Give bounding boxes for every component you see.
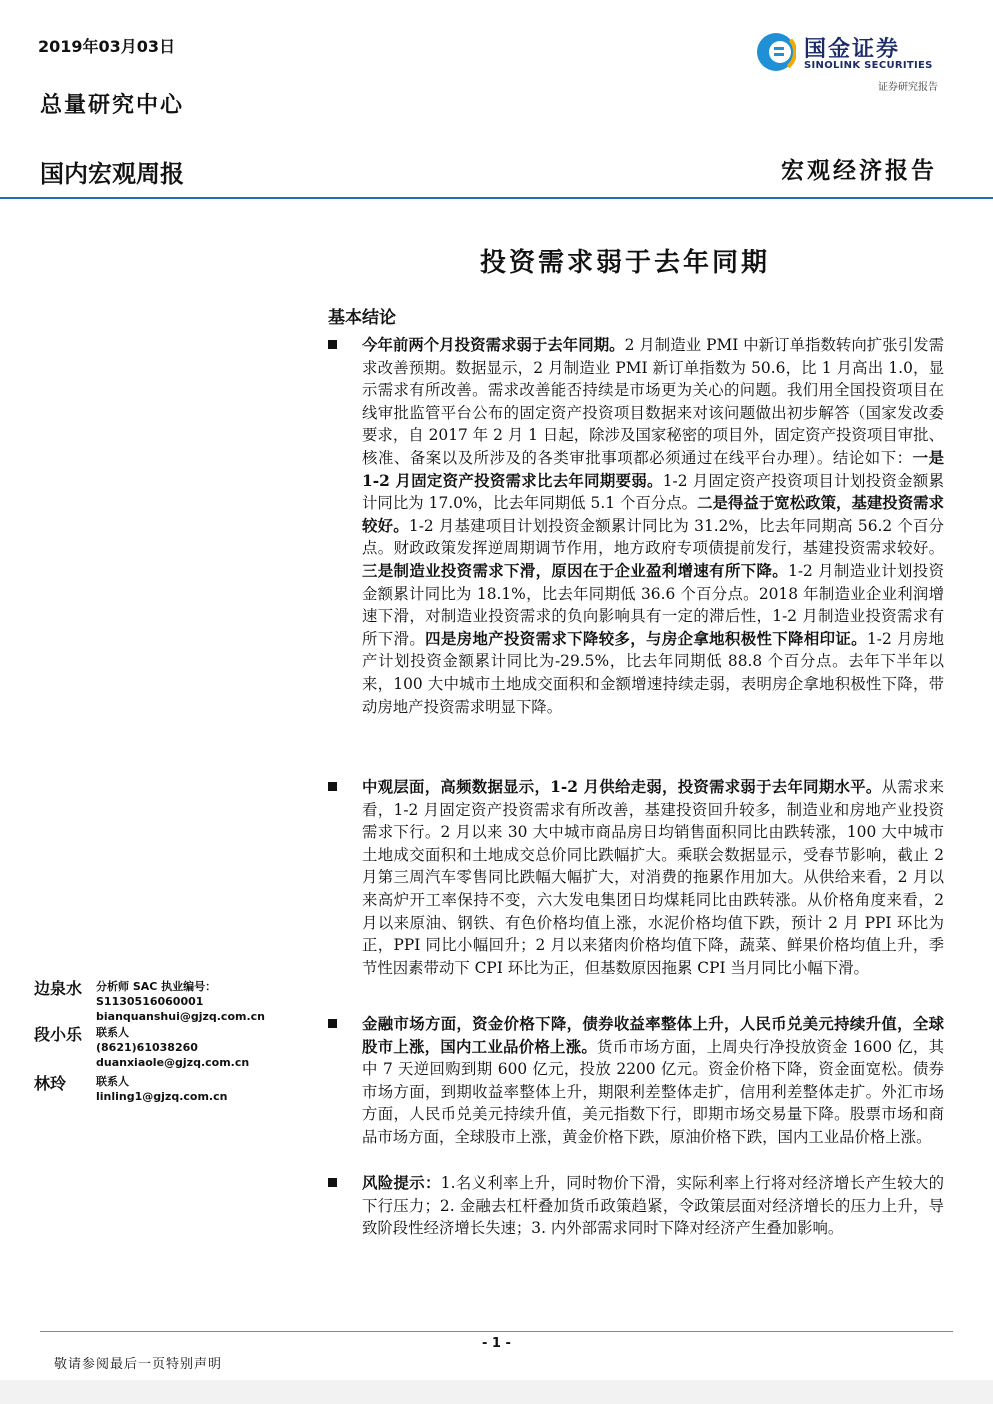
bullet-lead: 风险提示： xyxy=(362,1174,441,1192)
analyst-entry xyxy=(34,976,314,1023)
report-type: 宏观经济报告 xyxy=(781,157,937,184)
bullet-lead: 今年前两个月投资需求弱于去年同期。 xyxy=(362,336,625,354)
bullet-icon xyxy=(328,1178,337,1187)
analyst-cert: 分析师 SAC 执业编号：S1130516060001 xyxy=(96,980,217,1008)
report-date: 2019年03月03日 xyxy=(38,37,176,56)
report-headline: 投资需求弱于去年同期 xyxy=(480,248,771,278)
bullet-paragraph xyxy=(362,334,944,718)
header-divider xyxy=(0,197,993,199)
analyst-role: 联系人 xyxy=(96,1075,129,1088)
analyst-entry xyxy=(34,1071,314,1111)
logo-subtitle: 证券研究报告 xyxy=(878,82,938,93)
text-segment: 1-2 月固定资产投资项目计划投资金额累计同比为 17.0%，比去年同期低 5.1 个百分点。 xyxy=(362,471,944,513)
report-series-title: 国内宏观周报 xyxy=(40,160,184,188)
text-segment-bold: 二是得益于宽松政策，基建投资需求较好。 xyxy=(362,494,944,535)
sinolink-logo-icon xyxy=(756,32,796,72)
bullet-lead: 金融市场方面，资金价格下降，债券收益率整体上升，人民币兑美元持续升值，全球股市上涨，国内工业品价格上涨。 xyxy=(362,1015,944,1056)
bullet-paragraph xyxy=(362,1172,944,1240)
analyst-role: 联系人 xyxy=(96,1026,129,1039)
text-segment-bold: 三是制造业投资需求下滑，原因在于企业盈利增速有所下降。 xyxy=(362,561,789,580)
logo-name-en: SINOLINK SECURITIES xyxy=(804,60,933,71)
company-logo xyxy=(756,30,946,92)
bullet-icon xyxy=(328,340,337,349)
text-segment: 2 月制造业 PMI 中新订单指数转向扩张引发需求改善预期。数据显示，2 月制造业 PMI 新订单指数为 50.6，比 1 月高出 1.0，显示需求有所改善。需求改善能否持续是市场更为关心的问题。我们用全国投资项目在线审批监管平台公布的固定资产投资项目数据来对该问题做出初步解答（国家发改委要求，自 2017 年 2 月 1 日起，除涉及国家秘密的项目外，固定资产投资项目审批、核准、备案以及所涉及的各类审批事项都必须通过在线平台办理）。结论如下： xyxy=(362,336,944,467)
text-segment: 1-2 月基建项目计划投资金额累计同比为 31.2%，比去年同期高 56.2 个百分点。财政政策发挥逆周期调节作用，地方政府专项债提前发行，基建投资需求较好。 xyxy=(362,516,944,558)
logo-name-cn: 国金证券 xyxy=(804,37,901,62)
bullet-paragraph xyxy=(362,776,944,979)
section-title: 基本结论 xyxy=(328,308,396,328)
page-number: - 1 - xyxy=(482,1336,511,1351)
analyst-entry xyxy=(34,1022,314,1072)
bullet-block xyxy=(328,1172,944,1240)
text-segment: 从需求来看，1-2 月固定资产投资需求有所改善，基建投资回升较多，制造业和房地产业投资需求下行。2 月以来 30 大中城市商品房日均销售面积同比由跌转涨，100 大中城市土地成交面积和土地成交总价同比跌幅扩大。乘联会数据显示，受春节影响，截止 2 月第三周汽车零售同比跌幅大幅扩大，对消费的拖累作用加大。从供给来看，2 月以来高炉开工率保持不变，六大发电集团日均煤耗同比由跌转涨。从价格角度来看，2 月以来原油、钢铁、有色价格均值上涨，水泥价格均值下跌，预计 2 月 PPI 环比为正，PPI 同比小幅回升；2 月以来猪肉价格均值下降，蔬菜、鲜果价格均值上升，季节性因素带动下 CPI 环比为正，但基数原因拖累 CPI 当月同比小幅下滑。 xyxy=(362,778,944,977)
analyst-info xyxy=(96,1025,249,1070)
research-center: 总量研究中心 xyxy=(40,92,185,118)
analyst-name: 段小乐 xyxy=(34,1025,83,1044)
analyst-email[interactable]: linling1@gjzq.com.cn xyxy=(96,1090,228,1103)
page-bottom-band xyxy=(0,1380,993,1404)
text-segment: 1.名义利率上升，同时物价下滑，实际利率上行将对经济增长产生较大的下行压力；2. 金融去杠杆叠加货币政策趋紧，令政策层面对经济增长的压力上升，导致阶段性经济增长失速；3. 内外部需求同时下降对经济产生叠加影响。 xyxy=(362,1174,944,1238)
analyst-phone: (8621)61038260 xyxy=(96,1041,198,1054)
analyst-email[interactable]: duanxiaole@gjzq.com.cn xyxy=(96,1056,250,1069)
bullet-icon xyxy=(328,1019,337,1028)
analyst-email[interactable]: bianquanshui@gjzq.com.cn xyxy=(96,1010,266,1023)
bullet-block xyxy=(328,1013,944,1149)
disclaimer-note: 敬请参阅最后一页特别声明 xyxy=(54,1357,223,1372)
text-segment: 1-2 月制造业计划投资金额累计同比为 18.1%，比去年同期低 36.6 个百分点。2018 年制造业企业利润增速下滑，对制造业投资需求的负向影响具有一定的滞后性，1-2 月制造业投资需求有所下滑。 xyxy=(362,561,944,648)
text-segment-bold: 四是房地产投资需求下降较多，与房企拿地积极性下降相印证。 xyxy=(425,629,867,648)
bullet-paragraph xyxy=(362,1013,944,1149)
text-segment: 货币市场方面，上周央行净投放资金 1600 亿，其中 7 天逆回购到期 600 亿元，投放 2200 亿元。资金价格下降，资金面宽松。债券市场方面，到期收益率整体上升，期限利差整体走扩，信用利差整体走扩。外汇市场方面，人民币兑美元持续升值，美元指数下行，即期市场交易量下降。股票市场和商品市场方面，全球股市上涨，黄金价格下跌，原油价格下跌，国内工业品价格上涨。 xyxy=(362,1037,944,1146)
bullet-icon xyxy=(328,782,337,791)
bullet-block xyxy=(328,334,944,718)
text-segment-bold: 一是 1-2 月固定资产投资需求比去年同期要弱。 xyxy=(362,448,944,490)
bullet-lead: 中观层面，高频数据显示，1-2 月供给走弱，投资需求弱于去年同期水平。 xyxy=(362,778,882,796)
footer-divider xyxy=(40,1331,953,1332)
bullet-block xyxy=(328,776,944,979)
analyst-name: 边泉水 xyxy=(34,979,83,998)
analyst-name: 林玲 xyxy=(34,1074,67,1093)
analyst-info xyxy=(96,979,314,1024)
text-segment: 1-2 月房地产计划投资金额累计同比为-29.5%，比去年同期低 88.8 个百分点。去年下半年以来，100 大中城市土地成交面积和金额增速持续走弱，表明房企拿地积极性下降，带动房地产投资需求明显下降。 xyxy=(362,629,944,716)
analyst-info xyxy=(96,1074,227,1104)
